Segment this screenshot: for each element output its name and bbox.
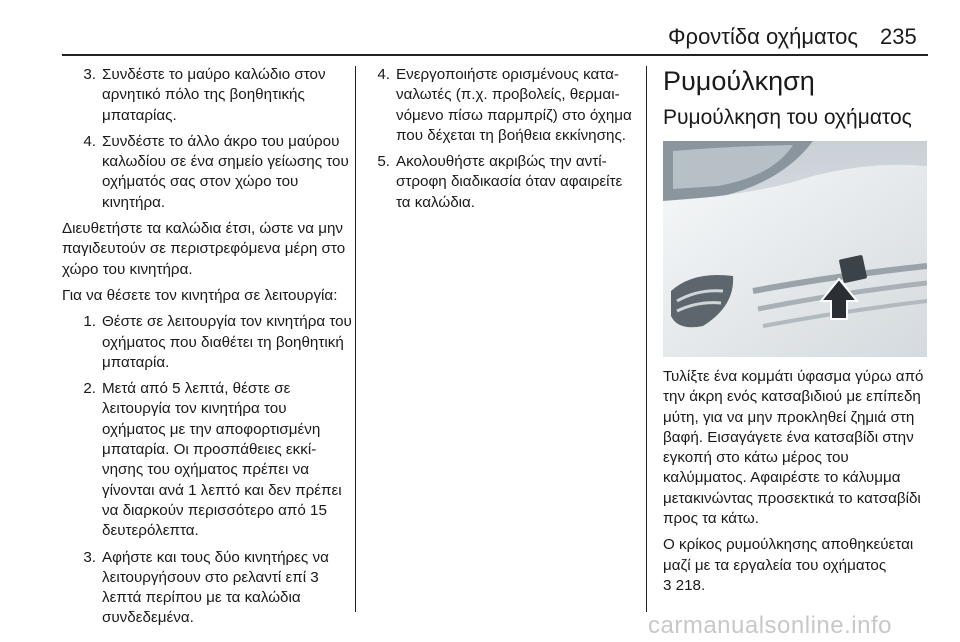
list-text: Συνδέστε το άλλο άκρο του μαύρου καλωδίου σε ένα σημείο γείωσης του οχήματός σας στον χώρο του κινητήρα.: [102, 132, 349, 211]
list-item: [362, 152, 638, 213]
list-text: Ακολουθήστε ακριβώς την αντίστροφη διαδικασία όταν αφαιρείτε τα καλώδια.: [396, 153, 623, 211]
paragraph-start-intro: Για να θέσετε τον κινητήρα σε λειτουργία:: [62, 286, 338, 304]
list-item: [62, 132, 352, 213]
list-number: 2.: [83, 380, 96, 398]
page-number: 235: [880, 24, 917, 49]
list-text: Μετά από 5 λεπτά, θέστε σε λειτουργία τον κινητήρα του οχήματος με την αποφορτισμένη μπαταρία. Οι προσπάθειες εκκίνησης του οχήματος πρέπει να γίνονται ανά 1 λεπτό και δεν πρέπει να διαρκούν περισσότερο από 15 δευτερόλεπτα.: [102, 380, 342, 540]
list-item: [62, 548, 352, 629]
paragraph-cable-routing: Διευθετήστε τα καλώδια έτσι, ώστε να μην παγιδευτούν σε περιστρεφόμενα μέρη στο χώρο του κινητήρα.: [62, 220, 346, 278]
list-number: 3.: [83, 66, 96, 83]
list-text: Συνδέστε το μαύρο καλώδιο στον αρνητικό πόλο της βοηθητικής μπαταρίας.: [102, 66, 326, 124]
list-number: 4.: [377, 66, 390, 83]
list-number: 4.: [83, 132, 96, 150]
tow-eye-cover-illustration: [663, 141, 927, 357]
list-text: Αφήστε και τους δύο κινητήρες να λειτουργήσουν στο ρελαντί επί 3 λεπτά περίπου με τα καλώδια συνδεδεμένα.: [102, 548, 329, 627]
paragraph-tow-eye-storage: [663, 535, 928, 576]
paragraph-cover-removal: Τυλίξτε ένα κομμάτι ύφασμα γύρω από την άκρη ενός κατσαβιδιού με επίπεδη μύτη, για να μην προκληθεί ζημιά στη βαφή. Εισαγάγετε ένα κατσαβίδι στην εγκοπή στο κάτω μέρος του καλύμματος. Αφαιρέστε το κάλυμμα μετακινώντας προσεκτικά το κατσαβίδι προς τα κάτω.: [663, 368, 924, 528]
column-2: [362, 65, 638, 219]
list-text: Ενεργοποιήστε ορισμένους καταναλωτές (π.χ. προβολείς, θερμαινόμενο πίσω παρμπρίζ) στο όχημα που δέχεται τη βοήθεια εκκίνησης.: [396, 66, 632, 144]
tow-eye-storage-text: Ο κρίκος ρυμούλκησης αποθηκεύεται μαζί με τα εργαλεία του οχήματος: [663, 536, 914, 574]
list-number: 5.: [377, 153, 390, 171]
list-item: [62, 379, 352, 541]
list-number: 1.: [83, 313, 96, 331]
list-text: Θέστε σε λειτουργία τον κινητήρα του οχήματος που διαθέτει τη βοηθητική μπαταρία.: [102, 313, 352, 371]
section-heading: Ρυμούλκηση: [663, 66, 815, 96]
watermark: carmanualsonline.info: [648, 612, 892, 639]
list-item: [62, 65, 352, 126]
header-rule: [62, 54, 928, 56]
column-3: [663, 65, 928, 596]
list-item: [62, 312, 352, 373]
header-title: Φροντίδα οχήματος: [668, 24, 858, 49]
subsection-heading: Ρυμούλκηση του οχήματος: [663, 106, 912, 129]
column-divider-2: [646, 66, 647, 612]
column-1: [62, 65, 352, 635]
page-reference-link[interactable]: 3 218.: [663, 576, 706, 594]
column-divider-1: [355, 66, 356, 612]
list-item: [362, 65, 638, 146]
list-number: 3.: [83, 548, 96, 566]
